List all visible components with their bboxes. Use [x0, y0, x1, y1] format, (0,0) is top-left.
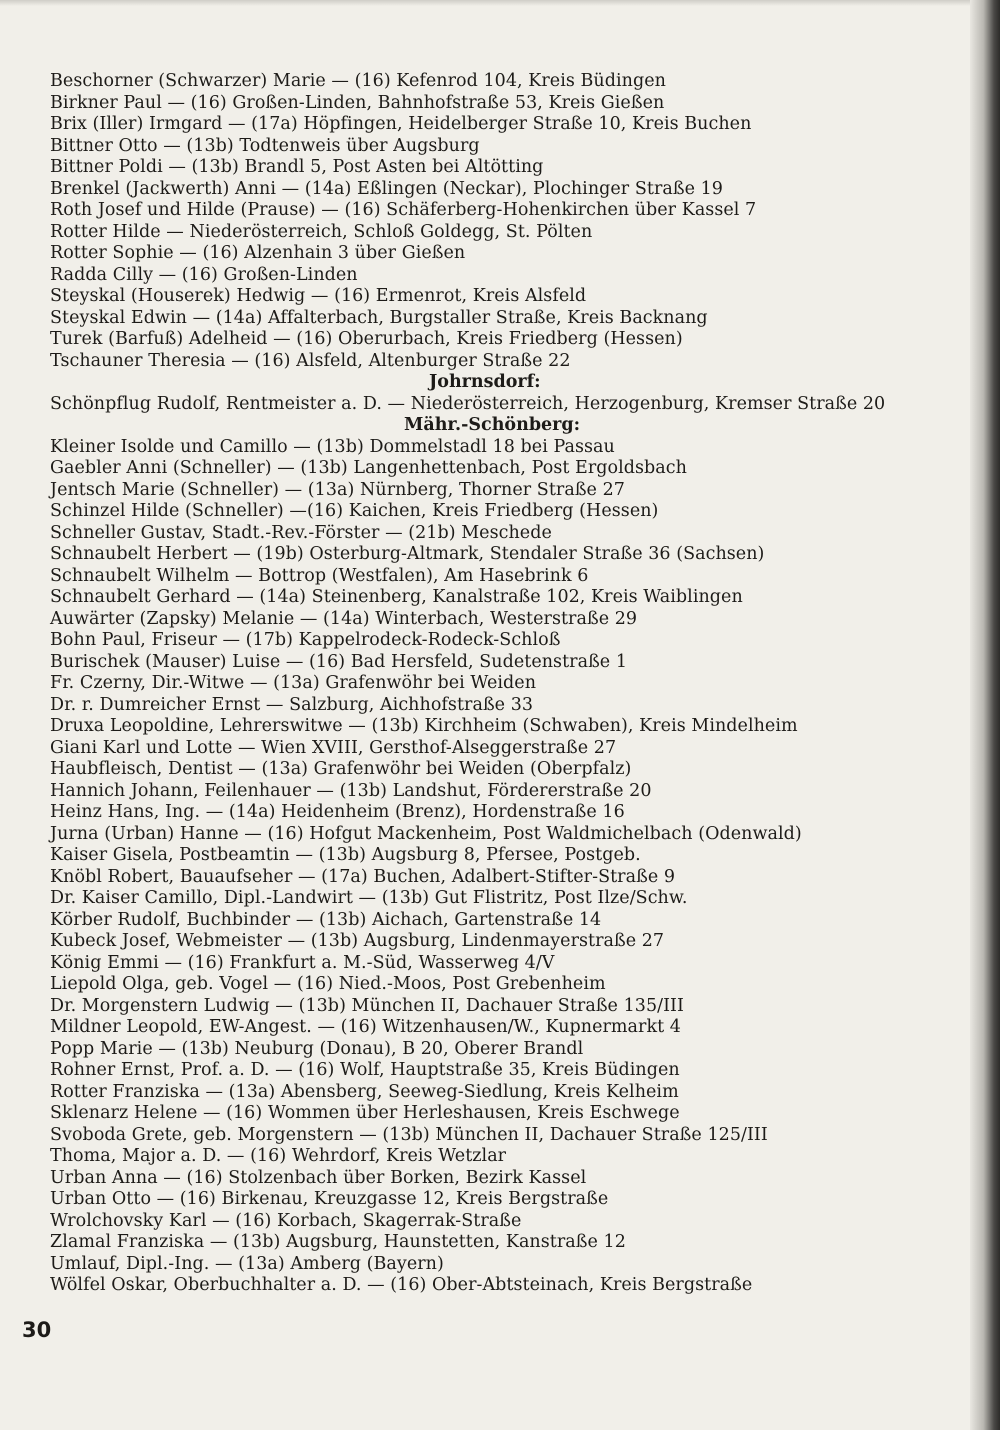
- list-item: Schinzel Hilde (Schneller) —(16) Kaichen, Kreis Friedberg (Hessen): [50, 501, 659, 521]
- list-item: Schneller Gustav, Stadt.-Rev.-Förster — (21b) Meschede: [50, 522, 552, 543]
- list-item: Rotter Sophie — (16) Alzenhain 3 über Gießen: [50, 243, 466, 263]
- list-item: Knöbl Robert, Bauaufseher — (17a) Buchen, Adalbert-Stifter-Straße 9: [50, 866, 676, 887]
- list-item: Svoboda Grete, geb. Morgenstern — (13b) München II, Dachauer Straße 125/III: [50, 1124, 768, 1145]
- list-item: Burischek (Mauser) Luise — (16) Bad Hersfeld, Sudetenstraße 1: [50, 651, 628, 672]
- entries-section-1: [50, 71, 965, 372]
- page-top-edge: [0, 0, 1000, 6]
- section-heading-maehr-schoenberg: Mähr.-Schönberg:: [404, 415, 581, 435]
- list-item: Rotter Hilde — Niederösterreich, Schloß Goldegg, St. Pölten: [50, 221, 593, 242]
- list-item: Dr. Kaiser Camillo, Dipl.-Landwirt — (13b) Gut Flistritz, Post Ilze/Schw.: [50, 888, 688, 908]
- list-item: Bittner Otto — (13b) Todtenweis über Augsburg: [50, 135, 480, 156]
- entries-section-johrnsdorf: [50, 394, 965, 416]
- list-item: Urban Anna — (16) Stolzenbach über Borken, Bezirk Kassel: [50, 1167, 587, 1188]
- list-item: Liepold Olga, geb. Vogel — (16) Nied.-Moos, Post Grebenheim: [50, 974, 606, 994]
- list-item: Kleiner Isolde und Camillo — (13b) Dommelstadl 18 bei Passau: [50, 436, 615, 457]
- list-item: Fr. Czerny, Dir.-Witwe — (13a) Grafenwöhr bei Weiden: [50, 673, 537, 693]
- list-item: Umlauf, Dipl.-Ing. — (13a) Amberg (Bayern): [50, 1253, 444, 1274]
- list-item: Zlamal Franziska — (13b) Augsburg, Haunstetten, Kanstraße 12: [50, 1232, 626, 1252]
- list-item: Tschauner Theresia — (16) Alsfeld, Altenburger Straße 22: [50, 350, 571, 371]
- list-item: König Emmi — (16) Frankfurt a. M.-Süd, Wasserweg 4/V: [50, 952, 555, 973]
- list-item: Brenkel (Jackwerth) Anni — (14a) Eßlingen (Neckar), Plochinger Straße 19: [50, 178, 723, 199]
- list-item: Roth Josef und Hilde (Prause) — (16) Schäferberg-Hohenkirchen über Kassel 7: [50, 200, 757, 220]
- list-item: Kaiser Gisela, Postbeamtin — (13b) Augsburg 8, Pfersee, Postgeb.: [50, 845, 641, 865]
- list-item: Kubeck Josef, Webmeister — (13b) Augsburg, Lindenmayerstraße 27: [50, 931, 665, 951]
- list-item: Wölfel Oskar, Oberbuchhalter a. D. — (16) Ober-Abtsteinach, Kreis Bergstraße: [50, 1275, 753, 1295]
- list-item: Hannich Johann, Feilenhauer — (13b) Landshut, Fördererstraße 20: [50, 780, 652, 801]
- list-item: Bohn Paul, Friseur — (17b) Kappelrodeck-Rodeck-Schloß: [50, 630, 561, 650]
- address-list: [50, 71, 965, 1297]
- list-item: Sklenarz Helene — (16) Wommen über Herleshausen, Kreis Eschwege: [50, 1103, 680, 1123]
- page-number: 30: [22, 1318, 52, 1342]
- list-item: Popp Marie — (13b) Neuburg (Donau), B 20, Oberer Brandl: [50, 1038, 584, 1059]
- list-item: Urban Otto — (16) Birkenau, Kreuzgasse 12, Kreis Bergstraße: [50, 1189, 609, 1209]
- list-item: Beschorner (Schwarzer) Marie — (16) Kefenrod 104, Kreis Büdingen: [50, 71, 666, 91]
- section-heading-johrnsdorf: Johrnsdorf:: [429, 372, 541, 392]
- list-item: Druxa Leopoldine, Lehrerswitwe — (13b) Kirchheim (Schwaben), Kreis Mindelheim: [50, 716, 798, 736]
- list-item: Heinz Hans, Ing. — (14a) Heidenheim (Brenz), Hordenstraße 16: [50, 802, 625, 822]
- list-item: Turek (Barfuß) Adelheid — (16) Oberurbach, Kreis Friedberg (Hessen): [50, 329, 683, 349]
- list-item: Rotter Franziska — (13a) Abensberg, Seeweg-Siedlung, Kreis Kelheim: [50, 1081, 679, 1102]
- list-item: Wrolchovsky Karl — (16) Korbach, Skagerrak-Straße: [50, 1210, 522, 1231]
- list-item: Dr. r. Dumreicher Ernst — Salzburg, Aichhofstraße 33: [50, 694, 534, 715]
- list-item: Haubfleisch, Dentist — (13a) Grafenwöhr bei Weiden (Oberpfalz): [50, 759, 632, 779]
- list-item: Mildner Leopold, EW-Angest. — (16) Witzenhausen/W., Kupnermarkt 4: [50, 1017, 681, 1037]
- list-item: Steyskal Edwin — (14a) Affalterbach, Burgstaller Straße, Kreis Backnang: [50, 307, 708, 328]
- list-item: Jurna (Urban) Hanne — (16) Hofgut Mackenheim, Post Waldmichelbach (Odenwald): [50, 823, 802, 844]
- list-item: Schönpflug Rudolf, Rentmeister a. D. — Niederösterreich, Herzogenburg, Kremser Straße 20: [50, 393, 886, 414]
- list-item: Radda Cilly — (16) Großen-Linden: [50, 264, 358, 285]
- list-item: Schnaubelt Herbert — (19b) Osterburg-Altmark, Stendaler Straße 36 (Sachsen): [50, 544, 765, 564]
- list-item: Brix (Iller) Irmgard — (17a) Höpfingen, Heidelberger Straße 10, Kreis Buchen: [50, 114, 752, 134]
- list-item: Bittner Poldi — (13b) Brandl 5, Post Asten bei Altötting: [50, 157, 544, 177]
- page-binding-shadow: [970, 0, 1000, 1430]
- list-item: Auwärter (Zapsky) Melanie — (14a) Winterbach, Westerstraße 29: [50, 608, 638, 629]
- list-item: Giani Karl und Lotte — Wien XVIII, Gersthof-Alseggerstraße 27: [50, 737, 617, 758]
- list-item: Gaebler Anni (Schneller) — (13b) Langenhettenbach, Post Ergoldsbach: [50, 458, 687, 478]
- entries-section-maehr-schoenberg: [50, 437, 965, 1297]
- list-item: Jentsch Marie (Schneller) — (13a) Nürnberg, Thorner Straße 27: [50, 479, 625, 500]
- list-item: Schnaubelt Gerhard — (14a) Steinenberg, Kanalstraße 102, Kreis Waiblingen: [50, 587, 743, 607]
- list-item: Körber Rudolf, Buchbinder — (13b) Aichach, Gartenstraße 14: [50, 909, 602, 930]
- list-item: Rohner Ernst, Prof. a. D. — (16) Wolf, Hauptstraße 35, Kreis Büdingen: [50, 1060, 680, 1080]
- list-item: Schnaubelt Wilhelm — Bottrop (Westfalen), Am Hasebrink 6: [50, 565, 589, 586]
- list-item: Birkner Paul — (16) Großen-Linden, Bahnhofstraße 53, Kreis Gießen: [50, 92, 665, 113]
- list-item: Thoma, Major a. D. — (16) Wehrdorf, Kreis Wetzlar: [50, 1146, 507, 1166]
- list-item: Dr. Morgenstern Ludwig — (13b) München II, Dachauer Straße 135/III: [50, 995, 684, 1016]
- list-item: Steyskal (Houserek) Hedwig — (16) Ermenrot, Kreis Alsfeld: [50, 286, 587, 306]
